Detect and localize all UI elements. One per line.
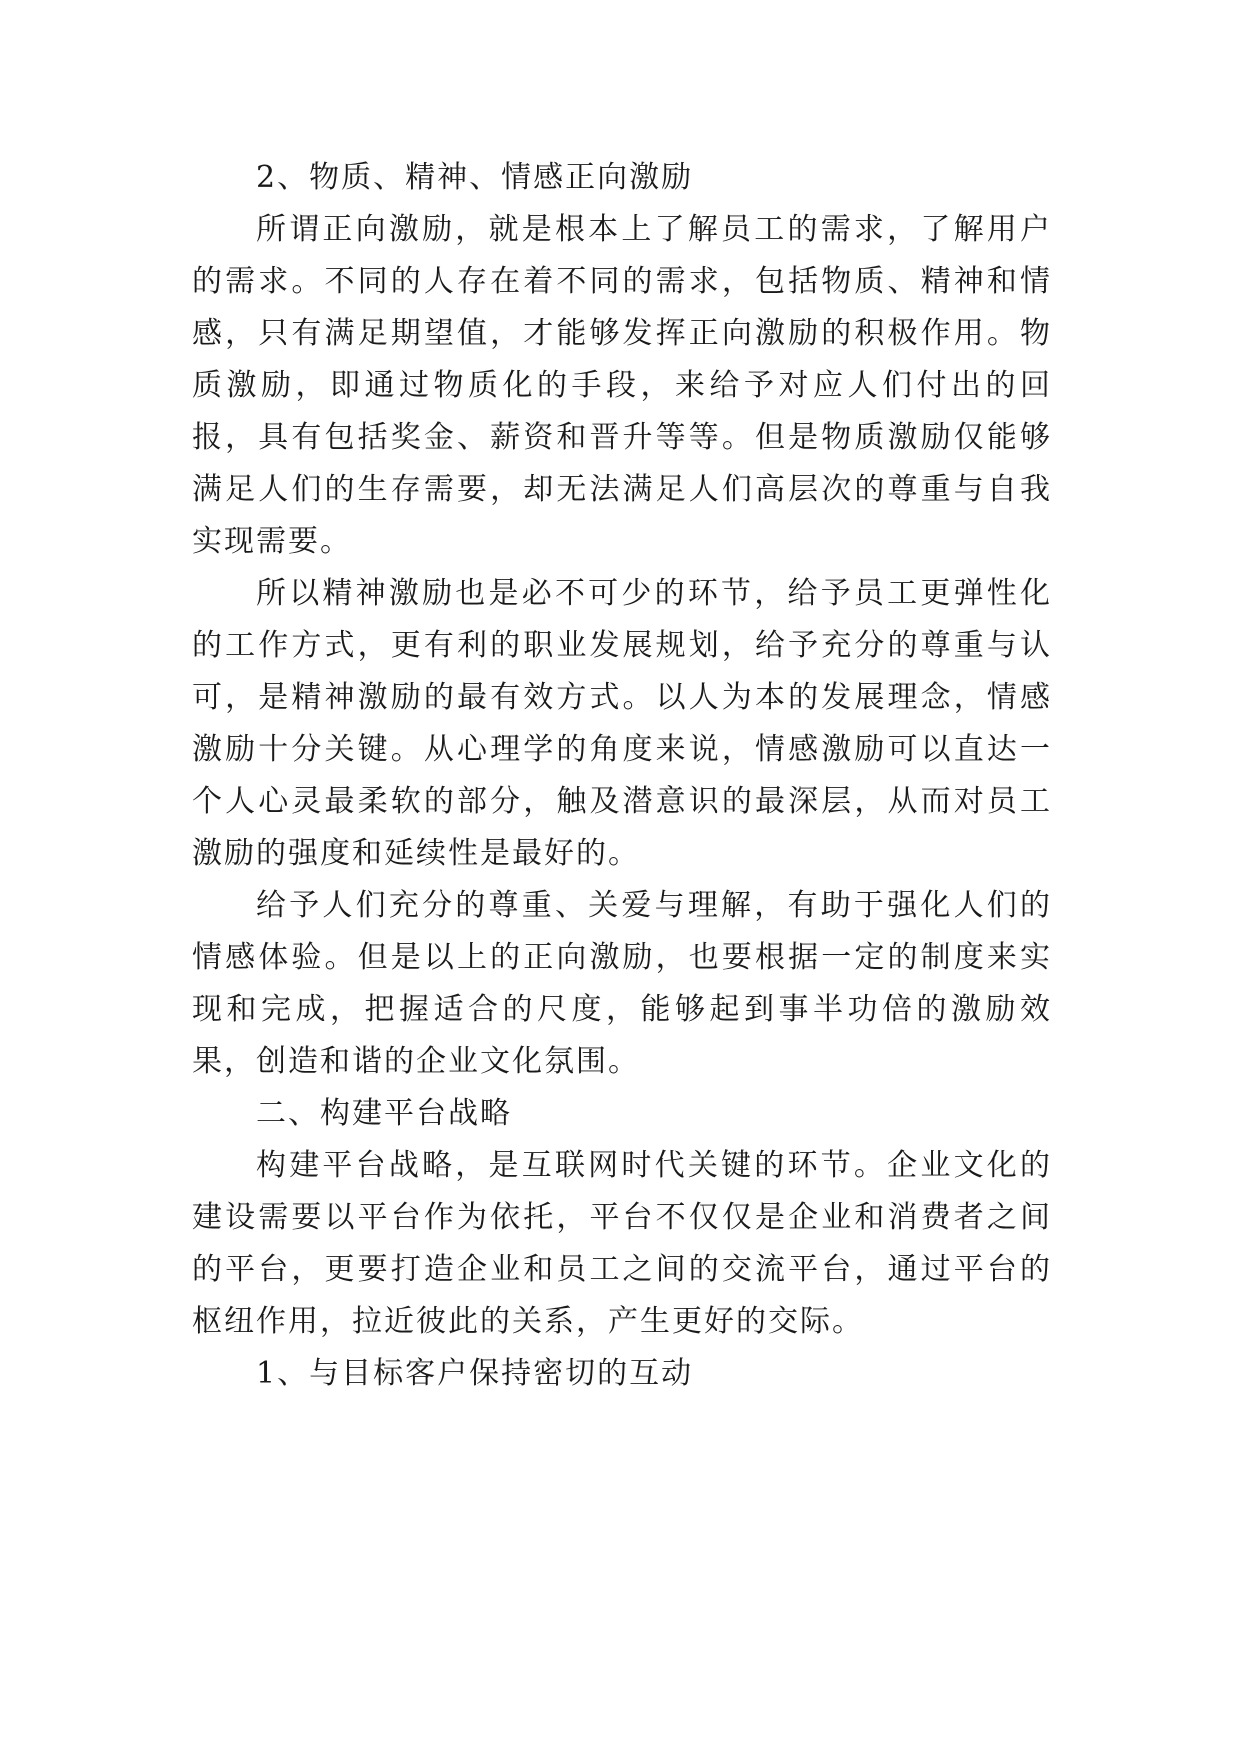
section-heading-positive-incentive: 2、物质、精神、情感正向激励 (256, 160, 694, 195)
document-body (192, 152, 1052, 1400)
section-heading-customer-interaction: 1、与目标客户保持密切的互动 (256, 1356, 694, 1391)
paragraph-emotional-incentive: 给予人们充分的尊重、关爱与理解，有助于强化人们的情感体验。但是以上的正向激励，也要根据一定的制度来实现和完成，把握适合的尺度，能够起到事半功倍的激励效果，创造和谐的企业文化氛围。 (192, 888, 1052, 1079)
section-heading-platform-strategy: 二、构建平台战略 (256, 1096, 512, 1131)
paragraph-spiritual-incentive: 所以精神激励也是必不可少的环节，给予员工更弹性化的工作方式，更有利的职业发展规划，给予充分的尊重与认可，是精神激励的最有效方式。以人为本的发展理念，情感激励十分关键。从心理学的角度来说，情感激励可以直达一个人心灵最柔软的部分，触及潜意识的最深层，从而对员工激励的强度和延续性是最好的。 (192, 576, 1052, 871)
paragraph-material-incentive: 所谓正向激励，就是根本上了解员工的需求，了解用户的需求。不同的人存在着不同的需求，包括物质、精神和情感，只有满足期望值，才能够发挥正向激励的积极作用。物质激励，即通过物质化的手段，来给予对应人们付出的回报，具有包括奖金、薪资和晋升等等。但是物质激励仅能够满足人们的生存需要，却无法满足人们高层次的尊重与自我实现需要。 (192, 212, 1052, 559)
paragraph-platform-strategy: 构建平台战略，是互联网时代关键的环节。企业文化的建设需要以平台作为依托，平台不仅仅是企业和消费者之间的平台，更要打造企业和员工之间的交流平台，通过平台的枢纽作用，拉近彼此的关系，产生更好的交际。 (192, 1148, 1052, 1339)
